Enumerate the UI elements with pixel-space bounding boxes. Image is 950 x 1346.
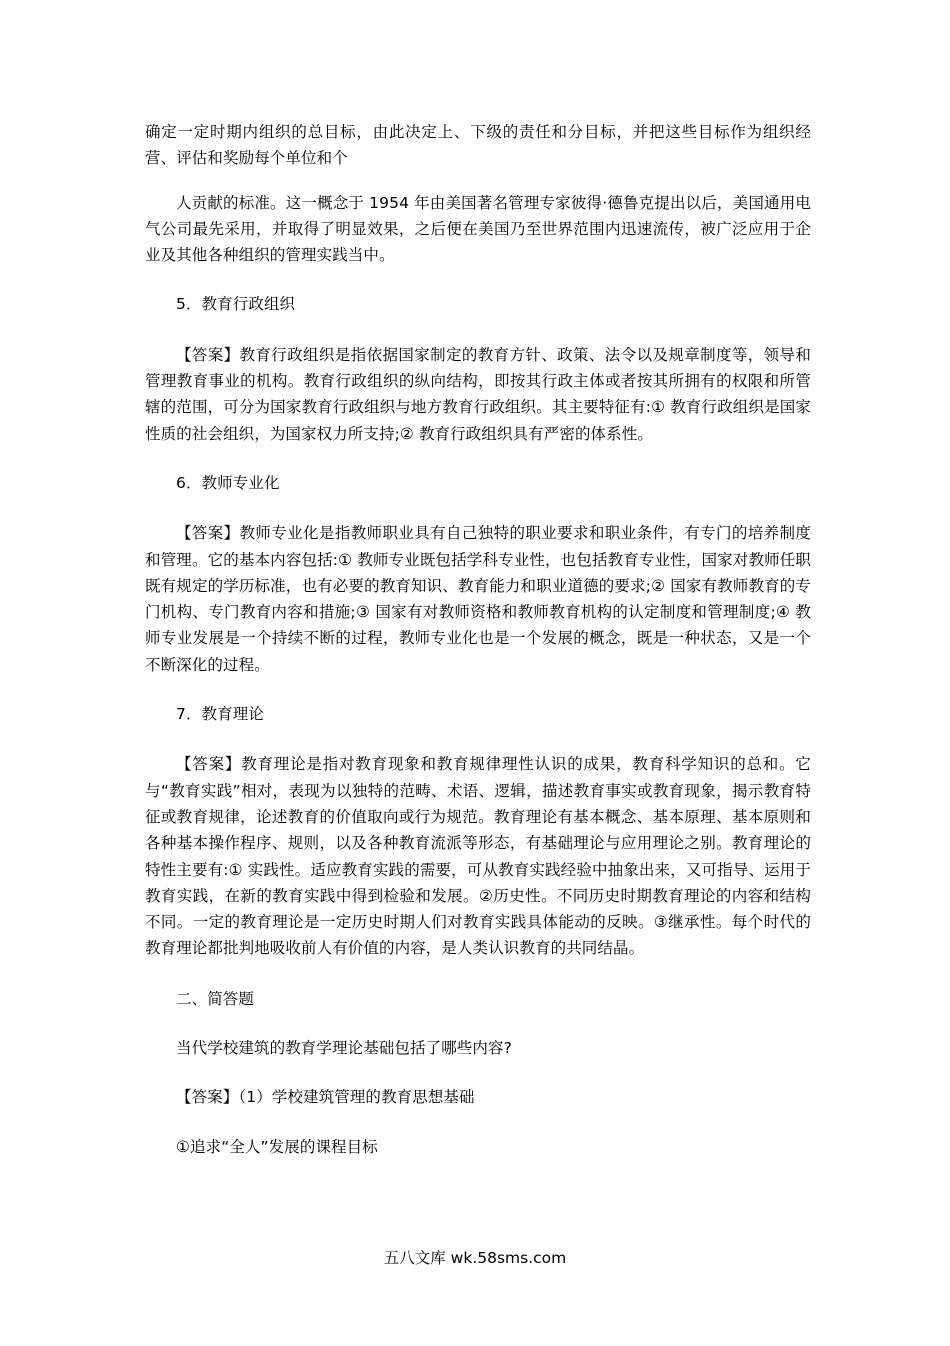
question-school-architecture: 当代学校建筑的教育学理论基础包括了哪些内容? — [176, 1039, 512, 1058]
paragraph-intro-continuation: 确定一定时期内组织的总目标，由此决定上、下级的责任和分目标，并把这些目标作为组织经营、评估和奖励每个单位和个 — [145, 123, 811, 168]
section-heading-short-answer: 二、简答题 — [176, 989, 255, 1008]
answer-school-architecture-part1: 【答案】（1）学校建筑管理的教育思想基础 — [176, 1088, 475, 1107]
paragraph-mbo-standard: 人贡献的标准。这一概念于 1954 年由美国著名管理专家彼得·德鲁克提出以后，美国通用电气公司最先采用，并取得了明显效果，之后便在美国乃至世界范围内迅速流传，被广泛应用于企业及其他各种组织的管理实践当中。 — [145, 193, 811, 265]
answer-term-5: 【答案】教育行政组织是指依据国家制定的教育方针、政策、法令以及规章制度等，领导和管理教育事业的机构。教育行政组织的纵向结构，即按其行政主体或者按其所拥有的权限和所管辖的范围，可分为国家教育行政组织与地方教育行政组织。其主要特征有:① 教育行政组织是国家性质的社会组织，为国家权力所支持;② 教育行政组织具有严密的体系性。 — [145, 345, 811, 443]
heading-term-7: 7．教育理论 — [176, 705, 264, 724]
heading-term-5: 5．教育行政组织 — [176, 295, 296, 314]
page-footer-watermark: 五八文库 wk.58sms.com — [383, 1249, 567, 1267]
answer-term-7: 【答案】教育理论是指对教育现象和教育规律理性认识的成果，教育科学知识的总和。它与“教育实践”相对，表现为以独特的范畴、术语、逻辑，描述教育事实或教育现象，揭示教育特征或教育规律，论述教育的价值取向或行为规范。教育理论有基本概念、基本原理、基本原则和各种基本操作程序、规则，以及各种教育流派等形态，有基础理论与应用理论之别。教育理论的特性主要有:① 实践性。适应教育实践的需要，可从教育实践经验中抽象出来，又可指导、运用于教育实践，在新的教育实践中得到检验和发展。②历史性。不同历史时期教育理论的内容和结构不同。一定的教育理论是一定历史时期人们对教育实践具体能动的反映。③继承性。每个时代的教育理论都批判地吸收前人有价值的内容，是人类认识教育的共同结晶。 — [145, 755, 811, 958]
answer-term-6: 【答案】教师专业化是指教师职业具有自己独特的职业要求和职业条件，有专门的培养制度和管理。它的基本内容包括:① 教师专业既包括学科专业性，也包括教育专业性，国家对教师任职既有规定的学历标准，也有必要的教育知识、教育能力和职业道德的要求;② 国家有教师教育的专门机构、专门教育内容和措施;③ 国家有对教师资格和教师教育机构的认定制度和管理制度;④ 教师专业发展是一个持续不断的过程，教师专业化也是一个发展的概念，既是一种状态，又是一个不断深化的过程。 — [145, 524, 811, 674]
heading-term-6: 6．教师专业化 — [176, 473, 280, 492]
document-body — [145, 119, 811, 1160]
answer-item-whole-person: ①追求“全人”发展的课程目标 — [176, 1137, 378, 1156]
